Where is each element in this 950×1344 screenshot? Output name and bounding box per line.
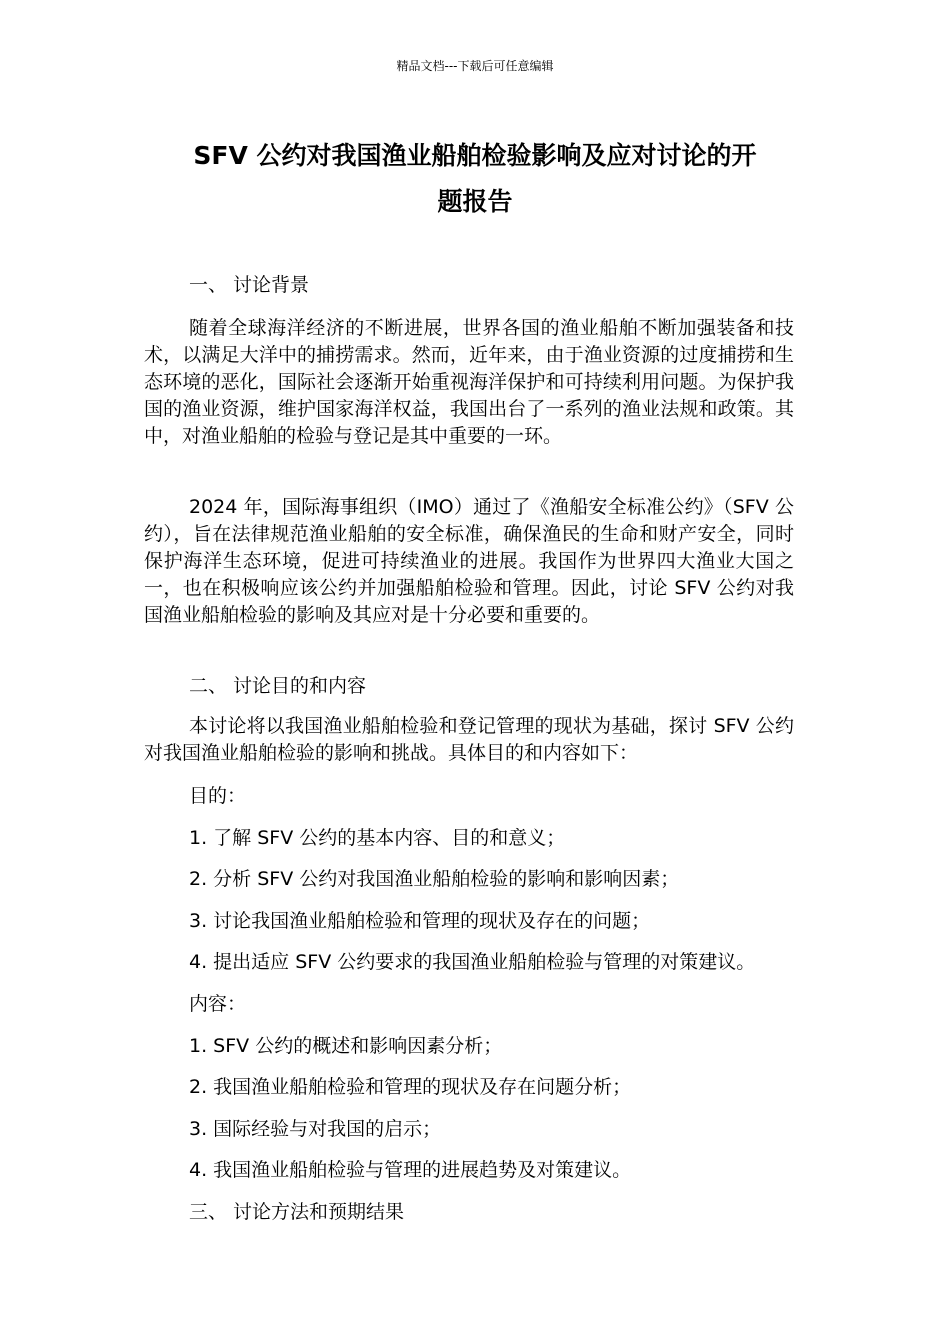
goal-item: 4. 提出适应 SFV 公约要求的我国渔业船舶检验与管理的对策建议。 xyxy=(189,951,756,973)
content-3-block xyxy=(144,1116,794,1143)
goal-item: 1. 了解 SFV 公约的基本内容、目的和意义； xyxy=(189,827,566,849)
document-title xyxy=(145,133,805,225)
goal-2-block xyxy=(144,866,794,893)
section-3-block xyxy=(144,1199,794,1226)
section-1-heading: 一、 讨论背景 xyxy=(189,274,310,296)
content-item: 2. 我国渔业船舶检验和管理的现状及存在问题分析； xyxy=(189,1076,632,1098)
goal-3-block xyxy=(144,908,794,935)
goals-label: 目的： xyxy=(189,785,247,807)
content-2-block xyxy=(144,1074,794,1101)
content-item: 3. 国际经验与对我国的启示； xyxy=(189,1118,442,1140)
section-3-heading: 三、 讨论方法和预期结果 xyxy=(189,1201,405,1223)
goal-4-block xyxy=(144,949,794,976)
goal-item: 2. 分析 SFV 公约对我国渔业船舶检验的影响和影响因素； xyxy=(189,868,680,890)
goals-block xyxy=(144,783,794,810)
section-1-paragraph-2-block xyxy=(144,494,794,629)
content-4-block xyxy=(144,1157,794,1184)
section-2-paragraph: 本讨论将以我国渔业船舶检验和登记管理的现状为基础，探讨 SFV 公约对我国渔业船舶检验的影响和挑战。具体目的和内容如下： xyxy=(144,715,794,764)
contents-label: 内容： xyxy=(189,993,247,1015)
content-item: 1. SFV 公约的概述和影响因素分析； xyxy=(189,1035,503,1057)
section-2-heading: 二、 讨论目的和内容 xyxy=(189,675,367,697)
section-2-paragraph-block xyxy=(144,713,794,767)
section-2-block xyxy=(144,673,794,700)
section-1-paragraph-2: 2024 年，国际海事组织（IMO）通过了《渔船安全标准公约》（SFV 公约），旨在法律规范渔业船舶的安全标准，确保渔民的生命和财产安全，同时保护海洋生态环境，促进可持续渔业的进展。我国作为世界四大渔业大国之一，也在积极响应该公约并加强船舶检验和管理。因此，讨论 SFV 公约对我国渔业船舶检验的影响及其应对是十分必要和重要的。 xyxy=(144,496,794,626)
goal-1-block xyxy=(144,825,794,852)
section-1-paragraph-1-block xyxy=(144,315,794,450)
title-line-2: 题报告 xyxy=(437,187,513,216)
content-1-block xyxy=(144,1033,794,1060)
contents-block xyxy=(144,991,794,1018)
content-item: 4. 我国渔业船舶检验与管理的进展趋势及对策建议。 xyxy=(189,1159,632,1181)
goal-item: 3. 讨论我国渔业船舶检验和管理的现状及存在的问题； xyxy=(189,910,651,932)
section-1-block xyxy=(144,272,794,299)
section-1-paragraph-1: 随着全球海洋经济的不断进展，世界各国的渔业船舶不断加强装备和技术，以满足大洋中的捕捞需求。然而，近年来，由于渔业资源的过度捕捞和生态环境的恶化，国际社会逐渐开始重视海洋保护和可持续利用问题。为保护我国的渔业资源，维护国家海洋权益，我国出台了一系列的渔业法规和政策。其中，对渔业船舶的检验与登记是其中重要的一环。 xyxy=(144,317,794,447)
title-line-1: SFV 公约对我国渔业船舶检验影响及应对讨论的开 xyxy=(193,141,757,170)
page-header: 精品文档---下载后可任意编辑 xyxy=(396,59,554,73)
